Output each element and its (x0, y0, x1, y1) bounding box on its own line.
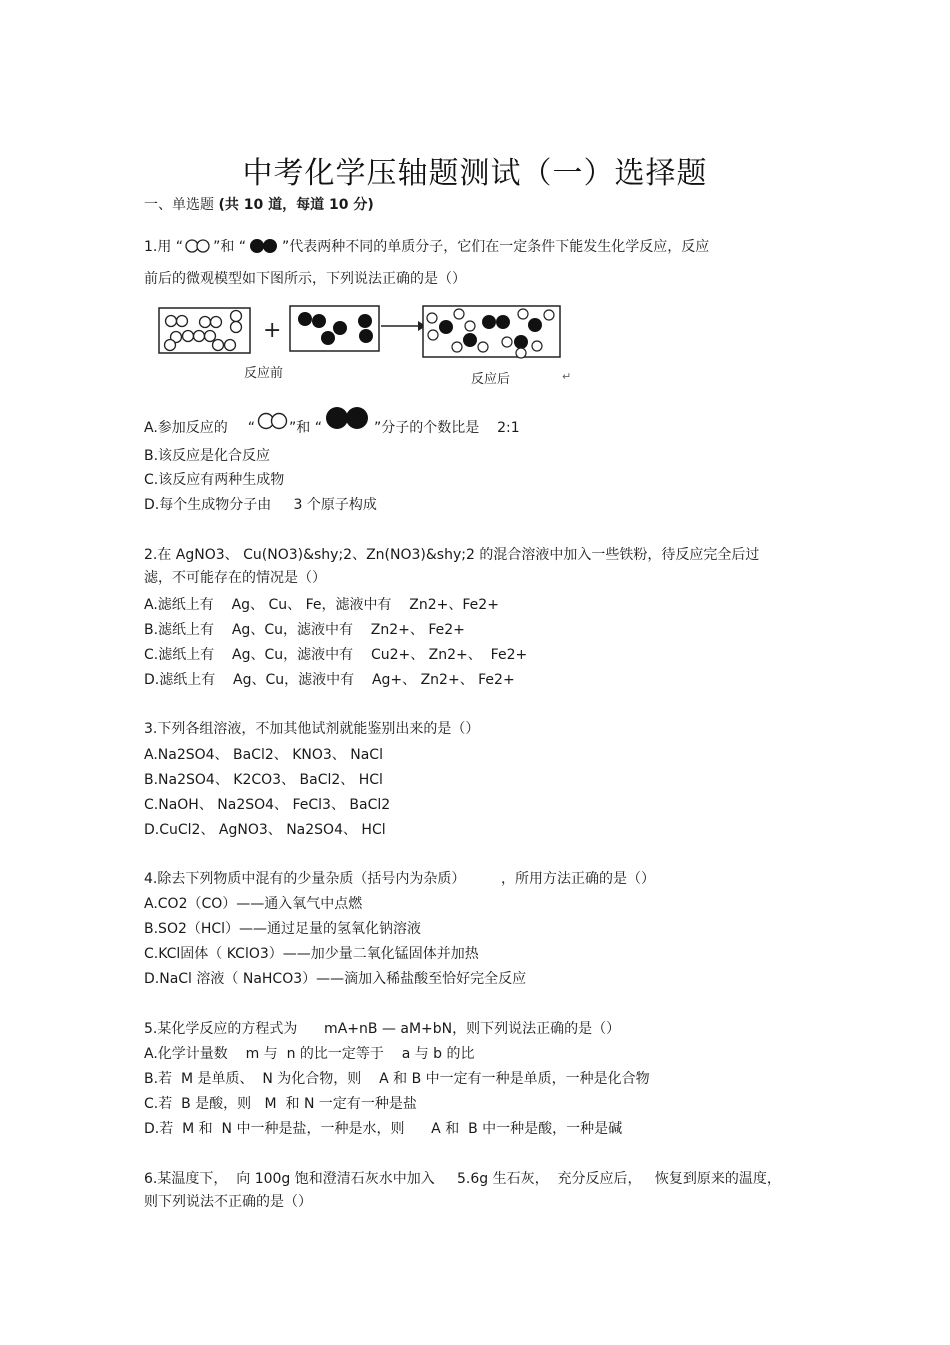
q6-stem-line2: 则下列说法不正确的是（） (144, 1194, 312, 1210)
q2-option-a: A.滤纸上有 Ag、 Cu、 Fe，滤液中有 Zn2+、Fe2+ (144, 597, 499, 613)
q1-option-b: B.该反应是化合反应 (144, 448, 271, 464)
q2-option-b: B.滤纸上有 Ag、Cu，滤液中有 Zn2+、 Fe2+ (144, 622, 465, 638)
q4-option-c: C.KCl固体（ KClO3）——加少量二氧化锰固体并加热 (144, 946, 479, 962)
q4-option-a: A.CO2（CO）——通入氧气中点燃 (144, 896, 363, 912)
q5-option-d: D.若 M 和 N 中一种是盐，一种是水，则 A 和 B 中一种是酸，一种是碱 (144, 1121, 623, 1137)
q1-option-a: A.参加反应的 “ ”和 “ ”分子的个数比是 2:1 (144, 419, 520, 437)
q5-option-b: B.若 M 是单质、 N 为化合物，则 A 和 B 中一定有一种是单质，一种是化合物 (144, 1071, 650, 1087)
q3-option-d: D.CuCl2、 AgNO3、 Na2SO4、 HCl (144, 822, 386, 838)
q6-stem-line1: 6.某温度下， 向 100g 饱和澄清石灰水中加入 5.6g 生石灰， 充分反应后， 恢复到原来的温度， (144, 1171, 781, 1187)
return-mark: ↵ (562, 370, 572, 383)
q4-option-b: B.SO2（HCl）——通过足量的氢氧化钠溶液 (144, 921, 422, 937)
q5-stem: 5.某化学反应的方程式为 mA+nB — aM+bN，则下列说法正确的是（） (144, 1021, 621, 1037)
q1-option-d: D.每个生成物分子由 3 个原子构成 (144, 497, 377, 513)
q1-option-c: C.该反应有两种生成物 (144, 472, 285, 488)
after-label: 反应后 (471, 372, 511, 387)
q1-stem-line1: 1.用 “ ”和 “ ”代表两种不同的单质分子，它们在一定条件下能发生化学反应，反应 (144, 239, 710, 255)
q2-option-d: D.滤纸上有 Ag、Cu，滤液中有 Ag+、 Zn2+、 Fe2+ (144, 672, 515, 688)
q3-option-b: B.Na2SO4、 K2CO3、 BaCl2、 HCl (144, 772, 383, 788)
q4-option-d: D.NaCl 溶液（ NaHCO3）——滴加入稀盐酸至恰好完全反应 (144, 971, 527, 987)
white-molecule-icon (183, 238, 213, 256)
q3-option-c: C.NaOH、 Na2SO4、 FeCl3、 BaCl2 (144, 797, 391, 813)
q4-stem: 4.除去下列物质中混有的少量杂质（括号内为杂质） ，所用方法正确的是（） (144, 871, 655, 887)
q1-stem-line2: 前后的微观模型如下图所示，下列说法正确的是（） (144, 271, 466, 287)
q5-option-a: A.化学计量数 m 与 n 的比一定等于 a 与 b 的比 (144, 1046, 475, 1062)
plus-sign: + (263, 318, 282, 343)
black-molecule-icon (322, 405, 374, 433)
black-molecule-icon (246, 238, 282, 256)
q2-option-c: C.滤纸上有 Ag、Cu，滤液中有 Cu2+、 Zn2+、 Fe2+ (144, 647, 528, 663)
q2-stem-line1: 2.在 AgNO3、 Cu(NO3)&shy;2、Zn(NO3)&shy;2 的混合溶液中加入一些铁粉，待反应完全后过 (144, 547, 760, 563)
q5-option-c: C.若 B 是酸，则 M 和 N 一定有一种是盐 (144, 1096, 417, 1112)
q3-stem: 3.下列各组溶液，不加其他试剂就能鉴别出来的是（） (144, 721, 480, 737)
white-molecule-icon (255, 410, 289, 432)
q2-stem-line2: 滤，不可能存在的情况是（） (144, 570, 326, 586)
before-label: 反应前 (244, 366, 284, 381)
page-title: 中考化学压轴题测试（一）选择题 (242, 156, 708, 191)
section-heading: 一、单选题 (共 10 道，每道 10 分) (144, 197, 374, 213)
q3-option-a: A.Na2SO4、 BaCl2、 KNO3、 NaCl (144, 747, 383, 763)
reaction-diagram (150, 300, 590, 390)
